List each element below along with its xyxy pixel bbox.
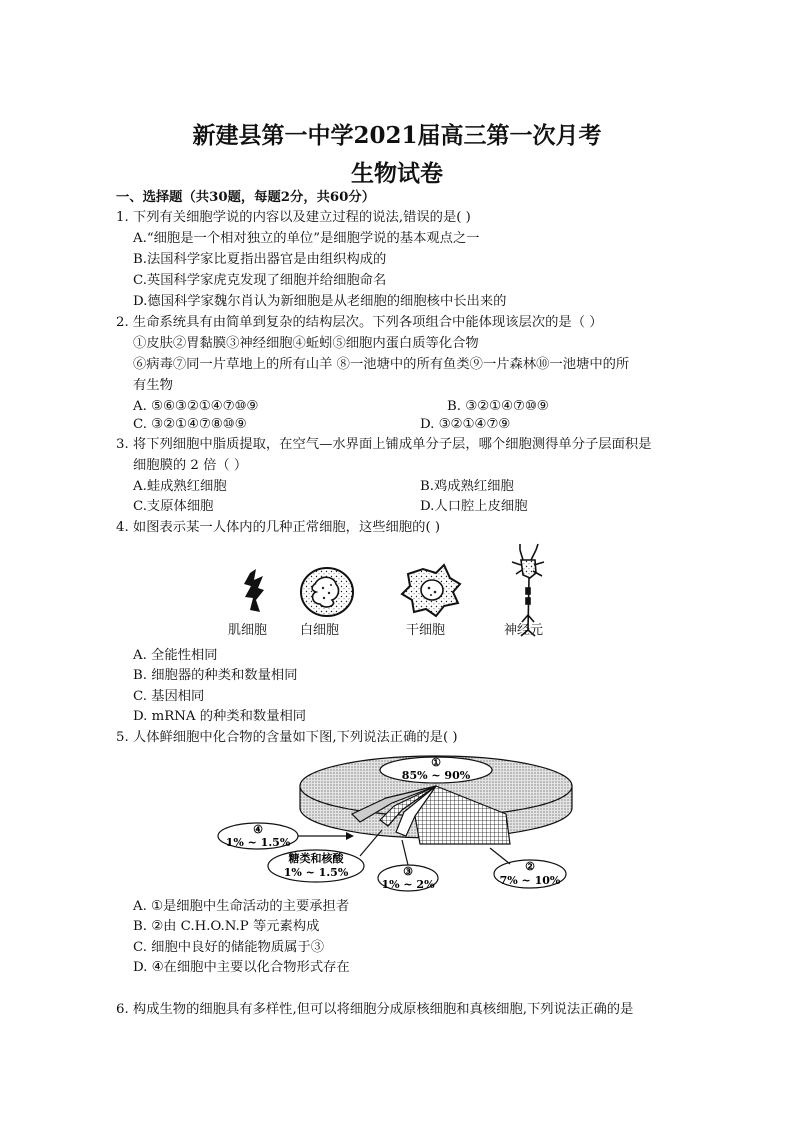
page-title: 新建县第一中学2021届高三第一次月考 — [192, 122, 602, 149]
q6-stem: 6. 构成生物的细胞具有多样性,但可以将细胞分成原核细胞和真核细胞,下列说法正确的是 — [116, 1002, 634, 1017]
q4-option-c: C. 基因相同 — [133, 689, 205, 704]
q1-stem: 1. 下列有关细胞学说的内容以及建立过程的说法,错误的是( ) — [116, 210, 471, 225]
white-blood-cell-icon — [301, 568, 353, 616]
q1-option-d: D.德国科学家魏尔肖认为新细胞是从老细胞的细胞核中长出来的 — [133, 294, 507, 309]
q3-option-d: D.人口腔上皮细胞 — [420, 499, 528, 514]
compound-pie-chart — [210, 748, 590, 896]
slice-1-label: ① — [431, 756, 441, 769]
q4-stem: 4. 如图表示某一人体内的几种正常细胞，这些细胞的( ) — [116, 520, 441, 535]
q1-option-b: B.法国科学家比夏指出器官是由组织构成的 — [133, 252, 387, 267]
q2-option-a: A. ⑤⑥③②①④⑦⑩⑨ — [133, 399, 259, 414]
q2-items-line3: 有生物 — [133, 378, 173, 393]
q2-items-line2: ⑥病毒⑦同一片草地上的所有山羊 ⑧一池塘中的所有鱼类⑨一片森林⑩一池塘中的所 — [133, 357, 630, 372]
q4-option-b: B. 细胞器的种类和数量相同 — [133, 668, 298, 683]
slice-2-label: ② — [525, 860, 535, 873]
slice-sugar-label: 糖类和核酸 — [288, 852, 344, 865]
cell-label-muscle: 肌细胞 — [228, 623, 268, 638]
q5-option-d: D. ④在细胞中主要以化合物形式存在 — [133, 960, 350, 975]
slice-sugar-value: 1% ~ 1.5% — [283, 866, 349, 879]
cell-label-neuron: 神经元 — [504, 623, 544, 638]
stem-cell-icon — [402, 565, 460, 616]
muscle-cell-icon — [244, 569, 264, 612]
cell-types-figure — [220, 540, 580, 646]
q5-option-a: A. ①是细胞中生命活动的主要承担者 — [133, 899, 350, 914]
slice-2-value: 7% ~ 10% — [499, 874, 561, 887]
q3-stem-line1: 3. 将下列细胞中脂质提取，在空气—水界面上铺成单分子层，哪个细胞测得单分子层面积是 — [116, 437, 652, 452]
slice-4-value: 1% ~ 1.5% — [225, 836, 291, 849]
section-heading: 一、选择题（共30题，每题2分，共60分） — [116, 190, 376, 205]
q2-option-c: C. ③②①④⑦⑧⑩⑨ — [133, 417, 247, 432]
q2-stem: 2. 生命系统具有由简单到复杂的结构层次。下列各项组合中能体现该层次的是（ ） — [116, 315, 603, 330]
slice-3-value: 1% ~ 2% — [381, 878, 435, 891]
q3-option-a: A.蛙成熟红细胞 — [133, 479, 227, 494]
q5-option-b: B. ②由 C.H.O.N.P 等元素构成 — [133, 919, 320, 934]
q4-option-d: D. mRNA 的种类和数量相同 — [133, 709, 307, 724]
q4-option-a: A. 全能性相同 — [133, 648, 218, 663]
q3-option-c: C.支原体细胞 — [133, 499, 214, 514]
slice-4-label: ④ — [253, 823, 263, 836]
q2-items-line1: ①皮肤②胃黏膜③神经细胞④蚯蚓⑤细胞内蛋白质等化合物 — [133, 336, 479, 351]
q2-option-d: D. ③②①④⑦⑨ — [420, 417, 511, 432]
q3-option-b: B.鸡成熟红细胞 — [420, 479, 514, 494]
q5-option-c: C. 细胞中良好的储能物质属于③ — [133, 940, 325, 955]
q1-option-a: A.“细胞是一个相对独立的单位”是细胞学说的基本观点之一 — [133, 231, 480, 246]
slice-1-value: 85% ~ 90% — [401, 769, 471, 782]
q5-stem: 5. 人体鲜细胞中化合物的含量如下图,下列说法正确的是( ) — [116, 730, 458, 745]
q1-option-c: C.英国科学家虎克发现了细胞并给细胞命名 — [133, 273, 387, 288]
q2-option-b: B. ③②①④⑦⑩⑨ — [447, 399, 549, 414]
q3-stem-line2: 细胞膜的 2 倍（ ） — [133, 458, 248, 473]
cell-label-white: 白细胞 — [300, 623, 340, 638]
page-subtitle: 生物试卷 — [351, 160, 443, 187]
cell-label-stem: 干细胞 — [406, 623, 446, 638]
slice-3-label: ③ — [403, 865, 413, 878]
